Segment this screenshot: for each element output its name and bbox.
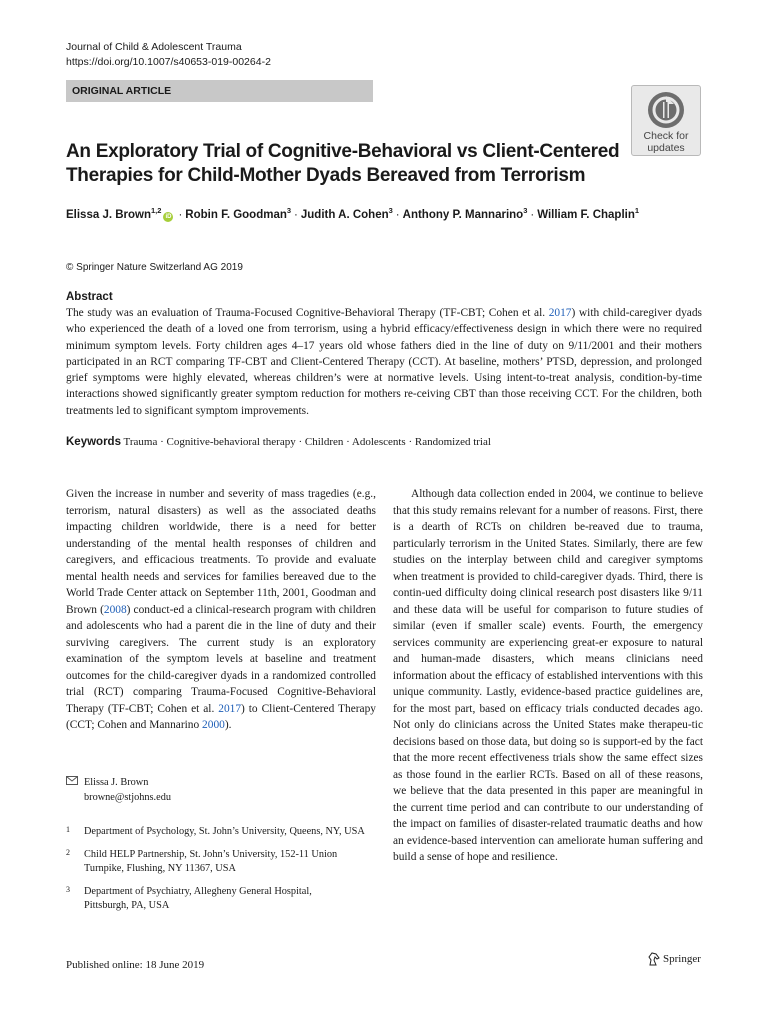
contact-name: Elissa J. Brown — [84, 777, 149, 788]
author-affil-sup: 1,2 — [151, 206, 162, 215]
keywords-text: Trauma · Cognitive-behavioral therapy · Children · Adolescents · Randomized trial — [123, 436, 491, 448]
author-affil-sup: 3 — [286, 206, 292, 215]
abstract-text — [66, 305, 702, 419]
publisher-logo — [648, 952, 701, 966]
title-line-2: Therapies for Child-Mother Dyads Bereaved from Terrorism — [66, 165, 586, 186]
affiliation-text: Department of Psychiatry, Allegheny General Hospital, — [84, 886, 312, 897]
body-paragraph: Although data collection ended in 2004, we continue to believe that this study remains relevant for a number of reasons. First, there is a dearth of RCTs on children be-reaved due to trauma, particularly terrorism in the United States. Similarly, there are few studies on the interplay between child and caregiver symptoms when treatment is provided to child-caregiver dyads. Third, there is contin-ued difficulty doing clinical research post disasters like 9/11 and these data will be useful for comparison to future studies of similar (even if smaller scale) events. Fourth, the emergency services community are experiencing great-er exposure to natural and human-made disasters, which means clinicians need information about the efficacy of established interventions with this unique community. Lastly, evidence-based practice guidelines are, for the most part, based on efficacy trials conducted decades ago. Not only do clinicians across the United States make therapeu-tic decisions based on those data, but doing so is support-ed by the fact that the more recent effectiveness trials show the same effect sizes as those found in the earlier RCTs. Based on all of these reasons, we believe that the data presented in this paper are meaningful in the current time period and can contribute to our understanding of the impact on families of disaster-related traumatic deaths and how an evidence-based intervention can ameliorate human suffering and build a sense of hope and resilience. — [393, 488, 703, 863]
affiliation-item — [66, 885, 386, 913]
body-text: ) to Client-Centered Therapy (CCT; Cohen and Mannarino — [66, 702, 376, 731]
author-affil-sup: 1 — [634, 206, 640, 215]
citation-link[interactable]: 2017 — [218, 702, 242, 715]
keywords-label: Keywords — [66, 436, 121, 448]
journal-header — [66, 40, 271, 70]
copyright-notice: © Springer Nature Switzerland AG 2019 — [66, 262, 243, 273]
doi-link[interactable]: https://doi.org/10.1007/s40653-019-00264-2 — [66, 56, 271, 68]
check-for-updates-icon — [646, 90, 686, 130]
published-date: Published online: 18 June 2019 — [66, 959, 205, 971]
envelope-icon — [66, 775, 80, 790]
author-affil-sup: 3 — [388, 206, 393, 215]
citation-link[interactable]: 2000 — [202, 719, 225, 731]
article-title — [66, 140, 626, 188]
corresponding-author — [66, 775, 171, 805]
affiliation-number: 3 — [66, 885, 70, 894]
affiliation-text: Turnpike, Flushing, NY 11367, USA — [84, 863, 236, 874]
publisher-name: Springer — [663, 953, 701, 965]
article-type-banner: ORIGINAL ARTICLE — [66, 80, 373, 102]
author-name[interactable]: Anthony P. Mannarino — [402, 208, 524, 221]
keywords-line — [66, 436, 706, 448]
author-name[interactable]: Judith A. Cohen — [300, 208, 389, 221]
author-name[interactable]: Elissa J. Brown — [66, 208, 152, 221]
citation-link[interactable]: 2017 — [548, 307, 572, 319]
abstract-heading: Abstract — [66, 291, 113, 303]
springer-horse-icon — [648, 952, 660, 966]
badge-label-line2: updates — [647, 142, 685, 154]
affiliation-text: Pittsburgh, PA, USA — [84, 900, 170, 911]
body-paragraph — [66, 486, 376, 734]
abstract-part-1: The study was an evaluation of Trauma-Focused Cognitive-Behavioral Therapy (TF-CBT; Cohen et al. — [66, 307, 549, 319]
author-separator: · — [178, 208, 183, 221]
body-text: Given the increase in number and severity of mass tragedies (e.g., terrorism, natural disasters) as well as the associated deaths impacting children worldwide, there is a need for better understanding of the mental health responses of children and caregivers, and efficacious treatments. To provide and evaluate mental health needs and services for families bereaved due to the World Trade Center attack on September 11th, 2001, Goodman and Brown ( — [66, 488, 376, 616]
author-name[interactable]: Robin F. Goodman — [185, 208, 287, 221]
author-affil-sup: 3 — [523, 206, 528, 215]
abstract-part-2: ) with child-caregiver dyads who experienced the death of a loved one from terrorism, using a hybrid efficacy/effectiveness design in which there were no required minimum symptom levels. Forty children ages 4–17 years old whose fathers died in the line of duty on 9/11/2001 and their mothers participated in an RCT comparing TF-CBT and Client-Centered Therapy (CCT). At baseline, mothers’ PTSD, depression, and prolonged grief symptoms were highly elevated, whereas children’s were at normative levels. Using intent-to-treat analysis, condition-by-time interactions showed significantly greater symptom reduction for mothers re-ceiving CBT than those receiving CCT. For the children, both treatments led to significant symptom improvements. — [66, 307, 702, 417]
affiliation-item — [66, 848, 386, 876]
affiliation-number: 1 — [66, 825, 70, 834]
affiliation-text: Child HELP Partnership, St. John’s University, 152-11 Union — [84, 849, 338, 860]
affiliations — [66, 825, 386, 922]
orcid-icon[interactable]: iD — [165, 213, 172, 220]
affiliation-item — [66, 825, 386, 839]
contact-email[interactable]: browne@stjohns.edu — [84, 792, 171, 803]
badge-label-line1: Check for — [643, 130, 689, 142]
author-list — [66, 206, 706, 222]
check-for-updates-badge[interactable] — [631, 85, 701, 156]
body-text: ) conduct-ed a clinical-research program with children and adolescents who had a parent die in the line of duty and their surviving caregivers. The current study is an exploratory examination of the symptom levels at baseline and treatment outcomes for the child-caregiver dyads in a randomized controlled trial (RCT) comparing Trauma-Focused Cognitive-Behavioral Therapy (TF-CBT; Cohen et al. — [66, 603, 376, 715]
affiliation-text: Department of Psychology, St. John’s University, Queens, NY, USA — [84, 826, 365, 837]
title-line-1: An Exploratory Trial of Cognitive-Behavioral vs Client-Centered — [66, 141, 620, 162]
body-text: ). — [224, 719, 232, 731]
affiliation-number: 2 — [66, 848, 70, 857]
author-separator: · — [530, 208, 535, 221]
author-separator: · — [395, 208, 400, 221]
body-column-left — [66, 486, 376, 734]
journal-name: Journal of Child & Adolescent Trauma — [66, 41, 242, 53]
body-column-right — [393, 486, 703, 866]
author-separator: · — [294, 208, 298, 221]
citation-link[interactable]: 2008 — [103, 603, 127, 616]
author-name[interactable]: William F. Chaplin — [537, 208, 635, 221]
